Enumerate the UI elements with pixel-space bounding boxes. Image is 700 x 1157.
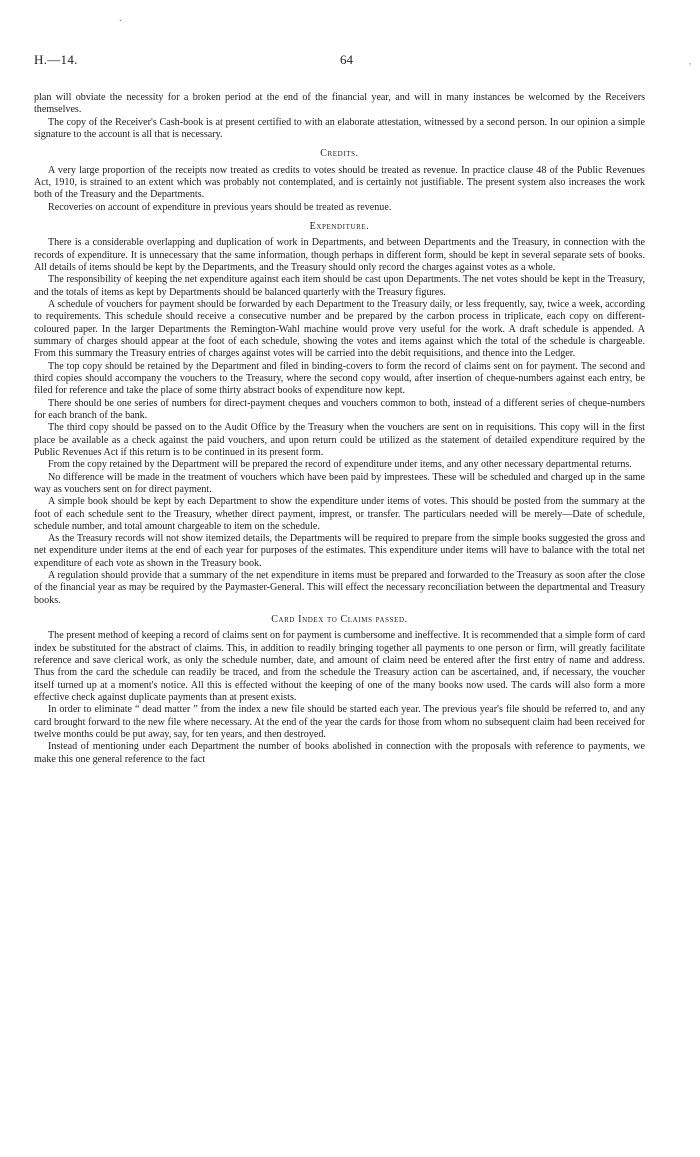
paragraph: As the Treasury records will not show itemized details, the Departments will be required to prepare from the simple books suggested the gross and net expenditure under items at the end of each year for purposes of the estimates. This expenditure under items will have to balance with the total net expenditure of each vote as shown in the Treasury book.	[34, 533, 645, 569]
scan-speck: .	[119, 12, 122, 24]
paragraph: The copy of the Receiver's Cash-book is at present certified to with an elaborate attestation, witnessed by a second person. In our opinion a simple signature to the account is all that is necessary.	[34, 116, 645, 140]
paragraph: A very large proportion of the receipts now treated as credits to votes should be treated as revenue. In practice clause 48 of the Public Revenues Act, 1910, is strained to an extent which was probably not contemplated, and is certainly not justifiable. The present system also increases the work both of the Treasury and the Departments.	[34, 164, 645, 201]
paragraph: The responsibility of keeping the net expenditure against each item should be cast upon Departments. The net votes should be kept in the Treasury, and the totals of items as kept by Departments should be balanced quarterly with the Treasury figures.	[34, 274, 645, 298]
paragraph: A schedule of vouchers for payment should be forwarded by each Department to the Treasury daily, or less frequently, say, twice a week, according to requirements. This schedule should receive a consecutive number and be prepared by the carbon process in triplicate, each copy on different-coloured paper. In the larger Departments the Remington-Wahl machine would prove very useful for the work. A draft schedule is appended. A summary of charges should appear at the foot of each schedule, showing the votes and items against which the total of the schedule is chargeable. From this summary the Treasury entries of charges against votes will be carried into the debit requisitions, and thence into the Ledger.	[34, 298, 645, 360]
paragraph: There is a considerable overlapping and duplication of work in Departments, and between Departments and the Treasury, in connection with the records of expenditure. It is unnecessary that the same information, though perhaps in different form, should be kept in several separate sets of books. All details of items should be kept by the Departments, and the Treasury should only record the charges against votes as a whole.	[34, 237, 645, 273]
section-heading-card-index: Card Index to Claims passed.	[271, 614, 408, 626]
page-number: 64	[340, 52, 353, 67]
paragraph: The third copy should be passed on to the Audit Office by the Treasury when the vouchers are sent on in requisitions. This copy will in the first place be available as a check against the paid vouchers, and upon return could be utilized as the statement of detailed expenditure required by the Public Revenues Act if this return is to be continued in its present form.	[34, 422, 645, 458]
paragraph: In order to eliminate “ dead matter ” from the index a new file should be started each year. The previous year's file should be referred to, and any card brought forward to the new file where necessary. At the end of the year the cards for those from whom no subsequent claim had been received for twelve months could be put away, say, for ten years, and then destroyed.	[34, 704, 645, 741]
section-heading-expenditure: Expenditure.	[309, 220, 370, 232]
paragraph: Recoveries on account of expenditure in previous years should be treated as revenue.	[48, 201, 392, 213]
margin-mark: ,	[689, 56, 692, 66]
paragraph: No difference will be made in the treatment of vouchers which have been paid by imprestees. These will be scheduled and charged up in the same way as vouchers sent on for direct payment.	[34, 471, 645, 495]
paragraph: The top copy should be retained by the Department and filed in binding-covers to form the record of claims sent on for payment. The second and third copies should accompany the vouchers to the Treasury, where the second copy would, after insertion of cheque-numbers against each entry, be filed for reference and take the place of some thirty abstract books of expenditure now kept.	[34, 360, 645, 397]
page-body	[34, 92, 645, 766]
paragraph: The present method of keeping a record of claims sent on for payment is cumbersome and ineffective. It is recommended that a simple form of card index be substituted for the abstract of claims. This, in addition to readily bringing together all payments to one person or firm, will greatly facilitate reference and save clerical work, as only the schedule number, date, and amount of claim need be entered after the first entry of name and address. Thus from the card the schedule can readily be traced, and from the schedule the Treasury action can be ascertained, and, if necessary, the voucher itself turned up at a moment's notice. All this is effected without the keeping of one of the many books now used. The cards will also form a more effective check against duplicate payments than at present exists.	[34, 630, 645, 704]
paragraph: plan will obviate the necessity for a broken period at the end of the financial year, and will in many instances be welcomed by the Receivers themselves.	[34, 92, 645, 116]
document-reference: H.—14.	[34, 52, 78, 67]
paragraph: From the copy retained by the Department will be prepared the record of expenditure under items, and any other necessary departmental returns.	[48, 459, 632, 471]
section-heading-credits: Credits.	[320, 148, 359, 160]
paragraph: A regulation should provide that a summary of the net expenditure in items must be prepared and forwarded to the Treasury as soon after the close of the financial year as may be required by the Paymaster-General. This will effect the necessary reconciliation between the departmental and Treasury books.	[34, 570, 645, 606]
paragraph: Instead of mentioning under each Department the number of books abolished in connection with the proposals with reference to payments, we make this one general reference to the fact	[34, 741, 645, 765]
page-header	[34, 0, 645, 92]
paragraph: A simple book should be kept by each Department to show the expenditure under items of votes. This should be posted from the summary at the foot of each schedule sent to the Treasury, whether direct payment, imprest, or transfer. The particulars needed will be merely—Date of schedule, schedule number, and total amount chargeable to item on the schedule.	[34, 496, 645, 532]
paragraph: There should be one series of numbers for direct-payment cheques and vouchers common to both, instead of a different series of cheque-numbers for each branch of the bank.	[34, 397, 645, 421]
